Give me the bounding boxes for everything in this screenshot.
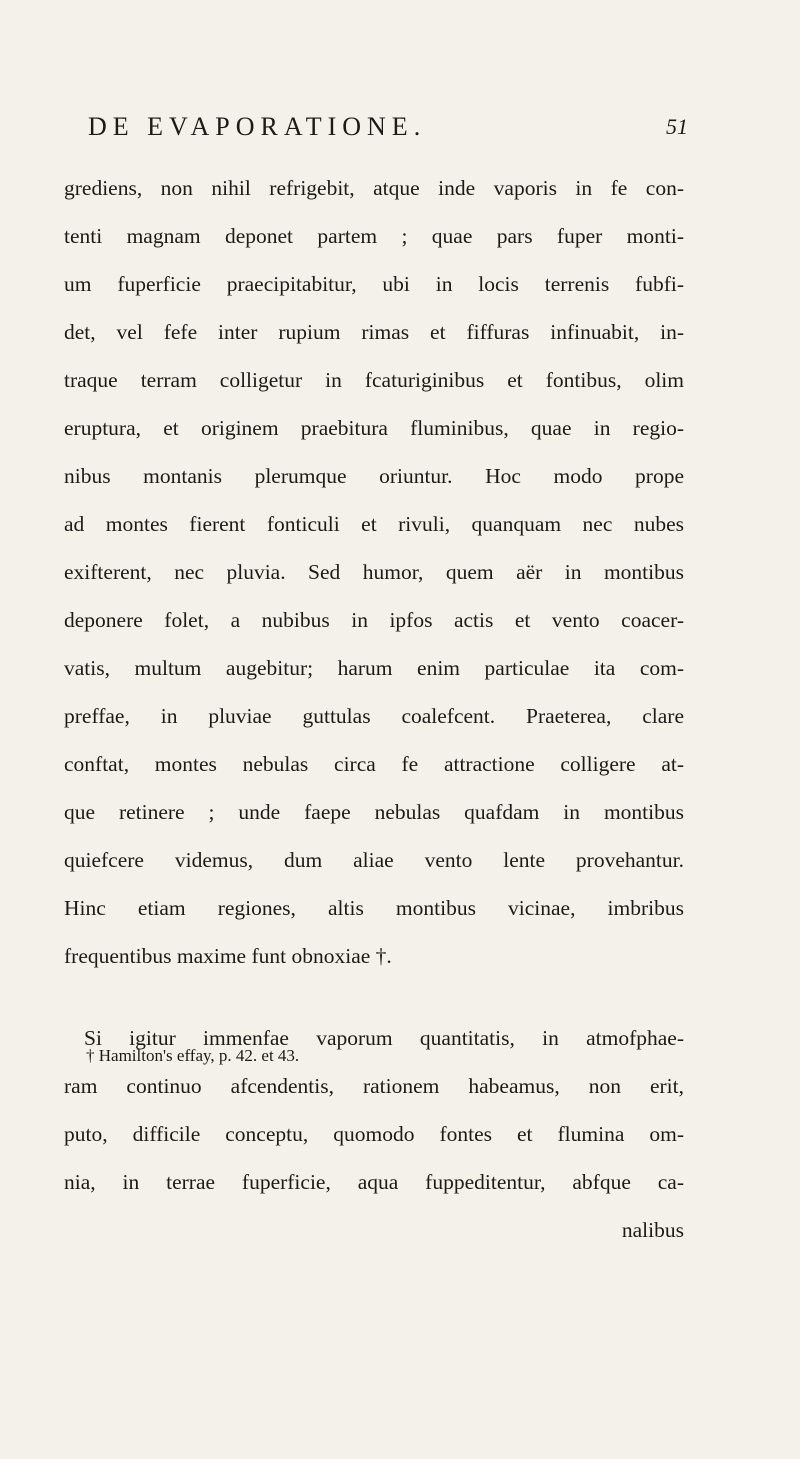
catchword: nalibus [621,1218,684,1242]
text-line: ad montes fierent fonticuli et rivuli, quanquam nec nubes [64,512,684,536]
paragraph-gap [64,980,684,1014]
text-line: conftat, montes nebulas circa fe attractione colligere at- [64,752,684,776]
text-line: traque terram colligetur in fcaturiginibus et fontibus, olim [64,368,684,392]
text-line: Hinc etiam regiones, altis montibus vicinae, imbribus [64,896,684,920]
text-line: nia, in terrae fuperficie, aqua fuppeditentur, abfque ca- [64,1170,684,1194]
text-line: um fuperficie praecipitabitur, ubi in locis terrenis fubfi- [64,272,684,296]
text-line: que retinere ; unde faepe nebulas quafdam in montibus [64,800,684,824]
paragraph-1 [64,164,684,980]
running-title: DE EVAPORATIONE. [88,112,427,141]
text-line: deponere folet, a nubibus in ipfos actis et vento coacer- [64,608,684,632]
text-line: vatis, multum augebitur; harum enim particulae ita com- [64,656,684,680]
text-line: eruptura, et originem praebitura fluminibus, quae in regio- [64,416,684,440]
text-line: nibus montanis plerumque oriuntur. Hoc modo prope [64,464,684,488]
text-line: Si igitur immenfae vaporum quantitatis, in atmofphae- [84,1026,684,1050]
text-line: exifterent, nec pluvia. Sed humor, quem aër in montibus [64,560,684,584]
text-line: puto, difficile conceptu, quomodo fontes et flumina om- [64,1122,684,1146]
text-line: frequentibus maxime funt obnoxiae †. [64,944,392,968]
text-line: quiefcere videmus, dum aliae vento lente provehantur. [64,848,684,872]
text-line: grediens, non nihil refrigebit, atque inde vaporis in fe con- [64,176,684,200]
footnote: † Hamilton's effay, p. 42. et 43. [86,1046,300,1065]
text-line: ram continuo afcendentis, rationem habeamus, non erit, [64,1074,684,1098]
text-line: tenti magnam deponet partem ; quae pars fuper monti- [64,224,684,248]
text-line: preffae, in pluviae guttulas coalefcent. Praeterea, clare [64,704,684,728]
text-line: det, vel fefe inter rupium rimas et fiffuras infinuabit, in- [64,320,684,344]
body-text [64,164,684,1254]
running-head [88,112,688,146]
page-number: 51 [666,114,688,139]
